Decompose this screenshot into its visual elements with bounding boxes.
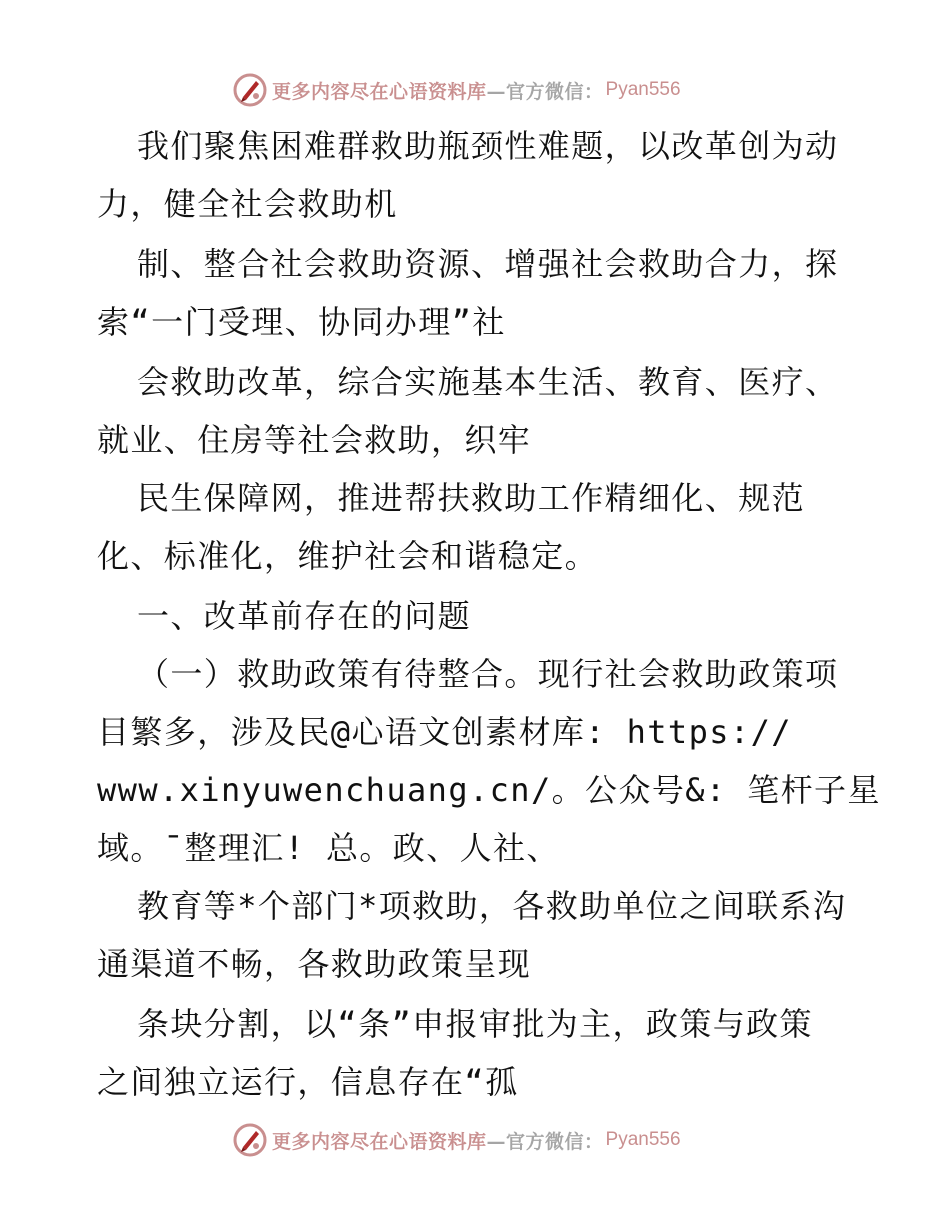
text-line: 域。¯整理汇! 总。政、人社、 [97, 829, 560, 867]
text-line: www.xinyuwenchuang.cn/。公众号&: 笔杆子星 [97, 771, 881, 809]
text-line: 会救助改革，综合实施基本生活、教育、医疗、 [137, 363, 839, 401]
text-line: 条块分割，以“条”申报审批为主，政策与政策 [137, 1005, 813, 1043]
text-line: 就业、住房等社会救助，织牢 [97, 421, 532, 459]
banner-main-text: 更多内容尽在心语资料库 [272, 80, 487, 103]
header-watermark-banner [232, 70, 752, 110]
text-line: 化、标准化，维护社会和谐稳定。 [97, 537, 599, 575]
text-line: 力，健全社会救助机 [97, 185, 398, 223]
footer-watermark-banner [232, 1120, 752, 1160]
text-line: 目繁多，涉及民@心语文创素材库: https:// [97, 713, 792, 751]
banner-main-text: 更多内容尽在心语资料库 [272, 1130, 487, 1153]
banner-wechat-id: Pyan556 [605, 1129, 681, 1150]
text-line: 索“一门受理、协同办理”社 [97, 303, 506, 341]
banner-sub-text: —官方微信： [486, 1130, 604, 1153]
text-line: 民生保障网，推进帮扶救助工作精细化、规范 [137, 479, 806, 517]
banner-sub-text: —官方微信： [486, 80, 604, 103]
subsection-heading: （一）救助政策有待整合。现行社会救助政策项 [137, 655, 839, 693]
text-line: 我们聚焦困难群救助瓶颈性难题，以改革创为动 [137, 127, 839, 165]
section-heading: 一、改革前存在的问题 [137, 597, 472, 635]
banner-wechat-id: Pyan556 [605, 79, 681, 100]
text-line: 之间独立运行，信息存在“孤 [97, 1063, 519, 1101]
pen-logo-icon [232, 72, 268, 108]
text-line: 通渠道不畅，各救助政策呈现 [97, 945, 532, 983]
text-line: 教育等*个部门*项救助，各救助单位之间联系沟 [137, 887, 847, 925]
pen-logo-icon [232, 1122, 268, 1158]
text-line: 制、整合社会救助资源、增强社会救助合力，探 [137, 245, 839, 283]
